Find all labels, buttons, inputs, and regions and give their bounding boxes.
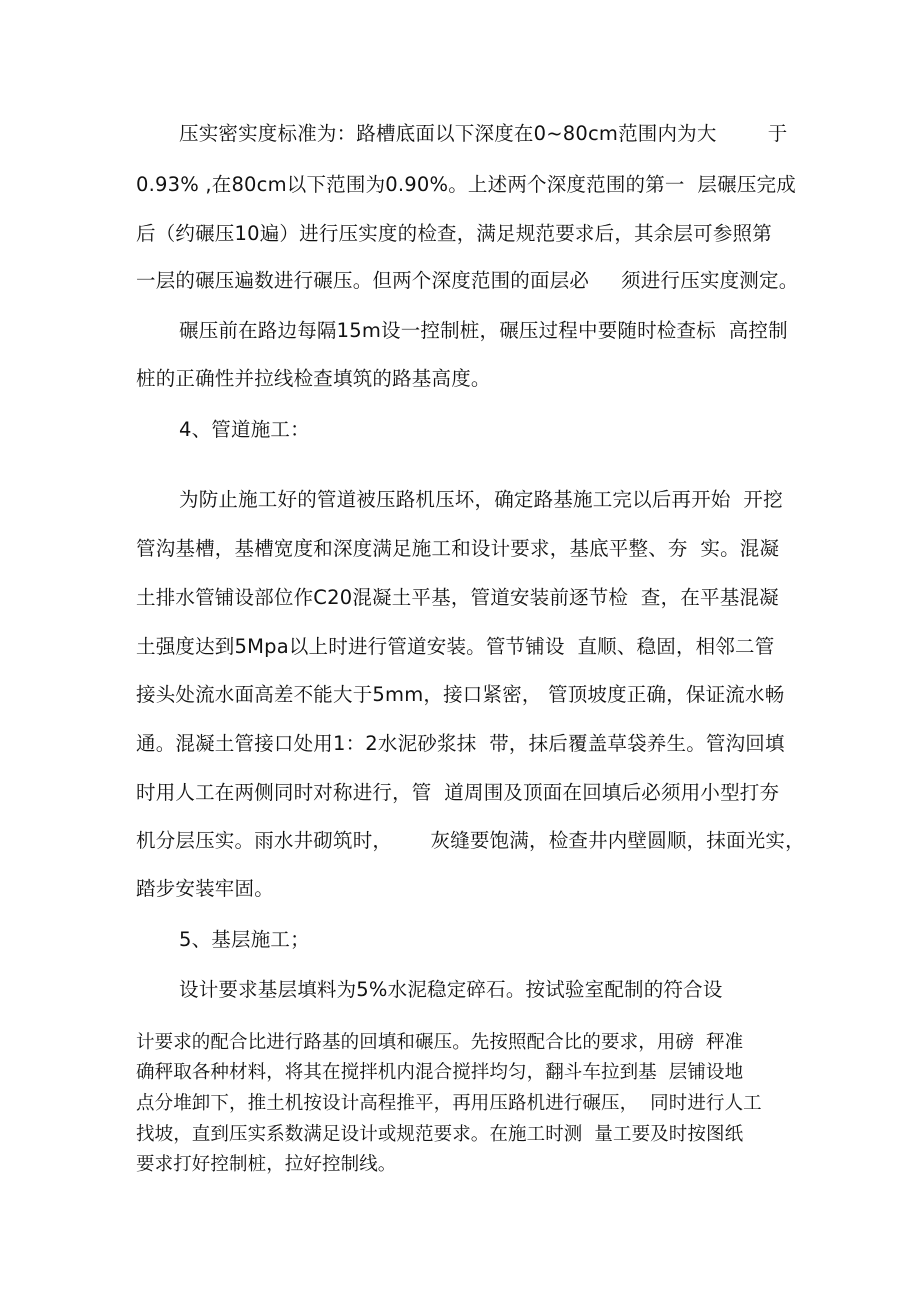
paragraph-line-20: 找坡，直到压实系数满足设计或规范要求。在施工时测 量工要及时按图纸 bbox=[136, 1124, 744, 1145]
paragraph-line-11: 接头处流水面高差不能大于5mm，接口紧密， 管顶坡度正确，保证流水畅 bbox=[136, 683, 785, 706]
paragraph-line-19: 点分堆卸下，推土机按设计高程推平，再用压路机进行碾压， 同时进行人工 bbox=[136, 1093, 762, 1114]
paragraph-line-15: 踏步安装牢固。 bbox=[136, 877, 274, 900]
paragraph-line-1: 压实密实度标准为：路槽底面以下深度在0~80cm范围内为大 于 bbox=[179, 122, 788, 145]
paragraph-line-9: 土排水管铺设部位作C20混凝土平基，管道安装前逐节检 查，在平基混凝 bbox=[136, 586, 779, 609]
paragraph-line-14: 机分层压实。雨水井砌筑时， 灰缝要饱满，检查井内壁圆顺，抹面光实， bbox=[136, 829, 805, 852]
paragraph-line-13: 时用人工在两侧同时对称进行，管 道周围及顶面在回填后必须用小型打夯 bbox=[136, 781, 780, 804]
paragraph-line-18: 确秤取各种材料，将其在搅拌机内混合搅拌均匀，翻斗车拉到基 层铺设地 bbox=[136, 1062, 744, 1083]
paragraph-line-6: 桩的正确性并拉线检查填筑的路基高度。 bbox=[136, 367, 491, 390]
section-heading-pipeline: 4、管道施工： bbox=[179, 418, 310, 441]
paragraph-line-21: 要求打好控制桩，拉好控制线。 bbox=[136, 1154, 397, 1175]
paragraph-line-4: 一层的碾压遍数进行碾压。但两个深度范围的面层必 须进行压实度测定。 bbox=[136, 269, 799, 292]
paragraph-line-12: 通。混凝土管接口处用1：2水泥砂浆抹 带，抹后覆盖草袋养生。管沟回填 bbox=[136, 732, 785, 755]
section-heading-base-layer: 5、基层施工； bbox=[179, 928, 310, 951]
paragraph-line-2: 0.93% ,在80cm以下范围为0.90%。上述两个深度范围的第一 层碾压完成 bbox=[136, 173, 796, 196]
paragraph-line-7: 为防止施工好的管道被压路机压坏，确定路基施工完以后再开始 开挖 bbox=[179, 488, 783, 511]
paragraph-line-16: 设计要求基层填料为5%水泥稳定碎石。按试验室配制的符合设 bbox=[179, 978, 723, 1001]
paragraph-line-17: 计要求的配合比进行路基的回填和碾压。先按照配合比的要求，用磅 秤准 bbox=[136, 1032, 744, 1053]
paragraph-line-8: 管沟基槽，基槽宽度和深度满足施工和设计要求，基底平整、夯 实。混凝 bbox=[136, 537, 780, 560]
paragraph-line-3: 后（约碾压10遍）进行压实度的检查，满足规范要求后，其余层可参照第 bbox=[136, 222, 772, 245]
paragraph-line-10: 土强度达到5Mpa以上时进行管道安装。管节铺设 直顺、稳固，相邻二管 bbox=[136, 635, 775, 658]
paragraph-line-5: 碾压前在路边每隔15m设一控制桩，碾压过程中要随时检查标 高控制 bbox=[179, 319, 788, 342]
